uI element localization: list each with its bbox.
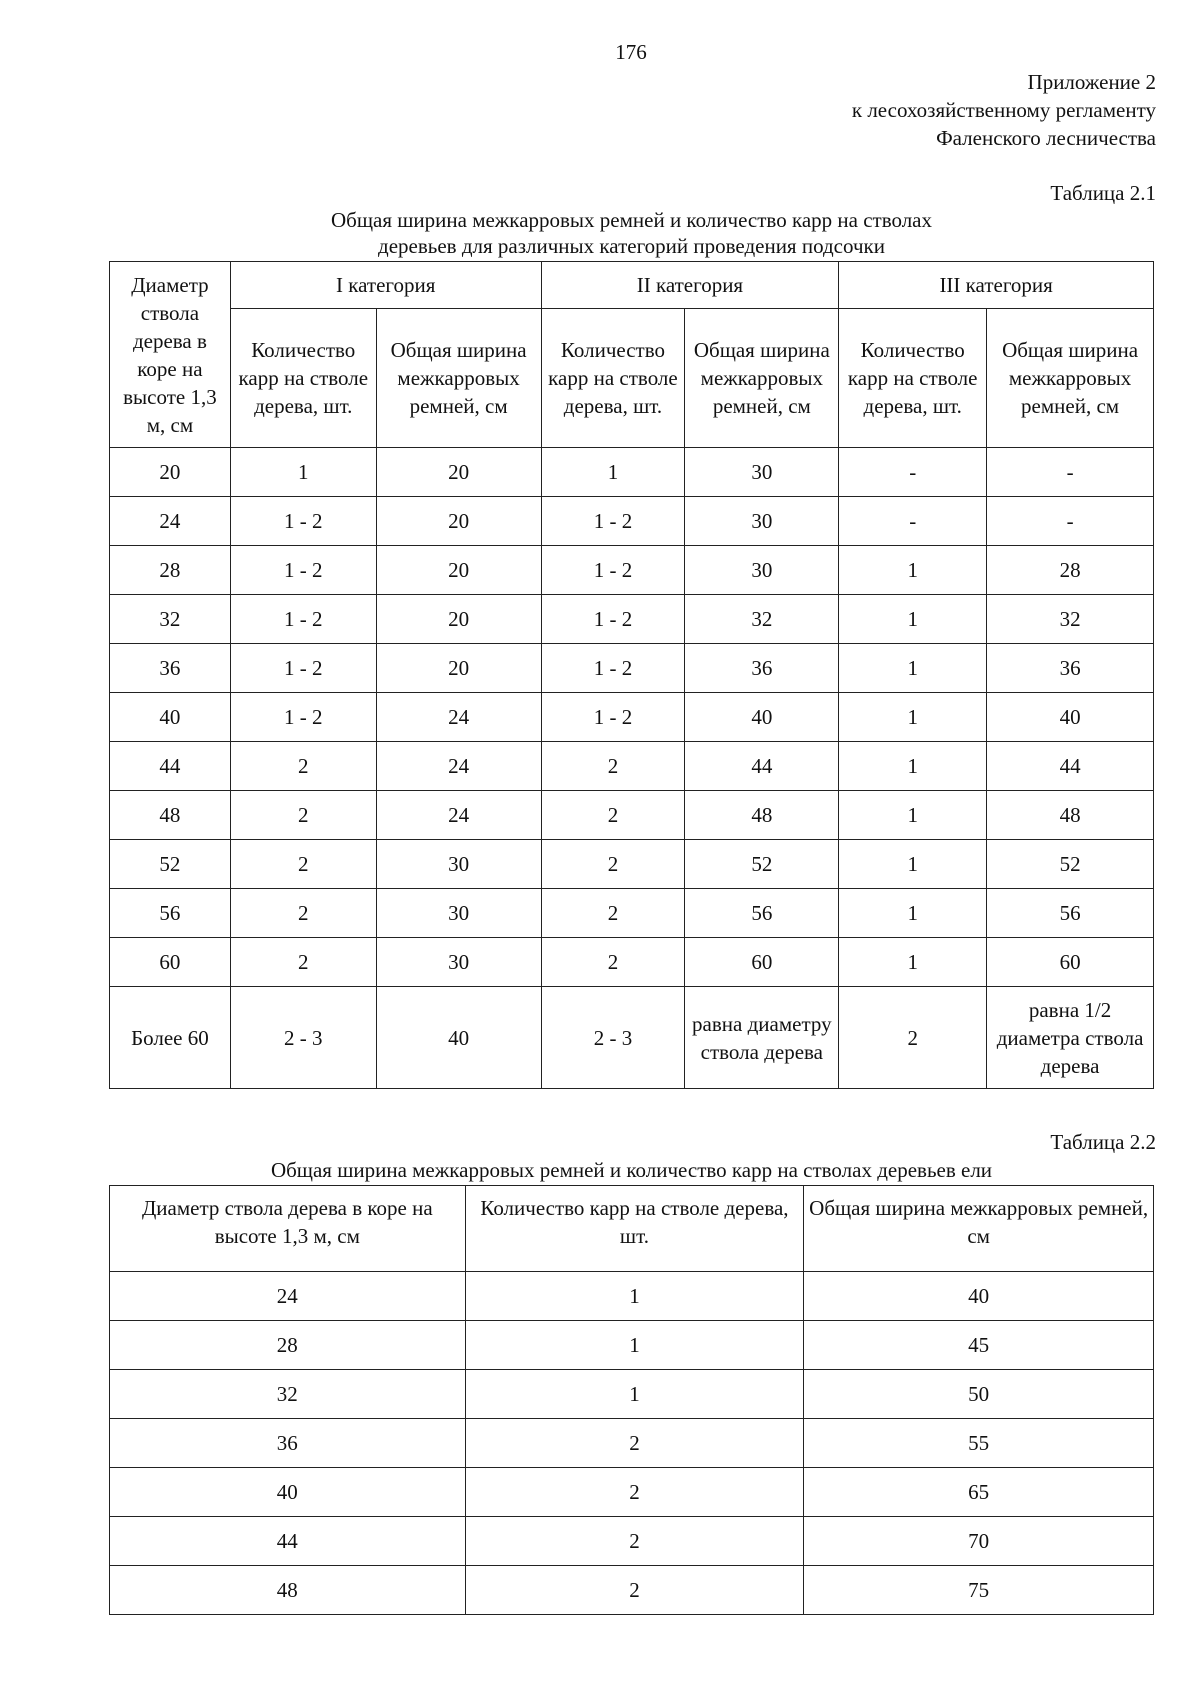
table-cell: 2 — [230, 840, 376, 889]
table-cell: 2 — [230, 742, 376, 791]
table-cell: 1 — [465, 1370, 804, 1419]
table-row — [110, 1566, 1154, 1615]
table-cell: 70 — [804, 1517, 1154, 1566]
table-cell: 1 — [839, 644, 987, 693]
table-1-title-line-1: Общая ширина межкарровых ремней и количество карр на стволах — [330, 208, 932, 232]
table-1-header-category-2: II категория — [541, 262, 839, 309]
table-2-title: Общая ширина межкарровых ремней и количество карр на стволах деревьев ели — [270, 1158, 993, 1182]
table-cell: 1 — [465, 1272, 804, 1321]
table-row — [110, 791, 1154, 840]
appendix-line-1: Приложение 2 — [1027, 70, 1156, 94]
table-cell: 1 — [839, 693, 987, 742]
table-cell: 2 — [541, 742, 685, 791]
table-cell: 1 - 2 — [230, 546, 376, 595]
table-cell: 2 — [465, 1517, 804, 1566]
table-row — [110, 1370, 1154, 1419]
table-cell: 20 — [376, 546, 541, 595]
table-cell: 52 — [110, 840, 231, 889]
table-2-label: Таблица 2.2 — [1050, 1130, 1156, 1154]
table-cell: 40 — [804, 1272, 1154, 1321]
table-row — [110, 448, 1154, 497]
table-cell: - — [987, 448, 1154, 497]
table-cell: 36 — [987, 644, 1154, 693]
table-cell: 1 — [230, 448, 376, 497]
table-cell: 48 — [685, 791, 839, 840]
table-cell: 52 — [987, 840, 1154, 889]
table-cell: 2 — [541, 791, 685, 840]
table-1-header-count: Количество карр на стволе дерева, шт. — [230, 309, 376, 448]
table-row — [110, 546, 1154, 595]
table-cell: 2 - 3 — [230, 987, 376, 1089]
table-cell: 40 — [376, 987, 541, 1089]
table-cell: 44 — [110, 742, 231, 791]
table-cell: 28 — [110, 546, 231, 595]
table-cell: 1 — [839, 742, 987, 791]
table-1-label: Таблица 2.1 — [1050, 181, 1156, 205]
table-cell: равна диаметру ствола дерева — [685, 987, 839, 1089]
table-cell: 1 — [465, 1321, 804, 1370]
table-2-body — [110, 1272, 1154, 1615]
table-cell: 20 — [376, 448, 541, 497]
table-cell: 48 — [110, 1566, 466, 1615]
table-cell: 1 - 2 — [230, 693, 376, 742]
table-cell: 20 — [110, 448, 231, 497]
table-cell: 32 — [685, 595, 839, 644]
table-cell: 1 - 2 — [541, 546, 685, 595]
table-cell: 48 — [987, 791, 1154, 840]
table-cell: 30 — [685, 546, 839, 595]
table-cell: 40 — [987, 693, 1154, 742]
table-1-header-width: Общая ширина межкарровых ремней, см — [987, 309, 1154, 448]
table-cell: 44 — [685, 742, 839, 791]
table-cell: 24 — [376, 693, 541, 742]
table-cell: 2 — [541, 889, 685, 938]
table-cell: 1 — [541, 448, 685, 497]
table-1-header-category-1: I категория — [230, 262, 541, 309]
table-row — [110, 1468, 1154, 1517]
table-cell: 1 - 2 — [230, 644, 376, 693]
table-1-title-line-2: деревьев для различных категорий проведения подсочки — [378, 234, 885, 258]
table-cell: 52 — [685, 840, 839, 889]
table-row — [110, 938, 1154, 987]
table-row — [110, 595, 1154, 644]
table-2 — [109, 1185, 1154, 1615]
table-cell: 56 — [685, 889, 839, 938]
table-cell: 40 — [685, 693, 839, 742]
table-row — [110, 840, 1154, 889]
table-cell: 1 - 2 — [230, 595, 376, 644]
table-cell: 56 — [987, 889, 1154, 938]
table-cell: 1 - 2 — [541, 595, 685, 644]
table-cell: 24 — [110, 1272, 466, 1321]
table-cell: 60 — [987, 938, 1154, 987]
table-cell: равна 1/2 диаметра ствола дерева — [987, 987, 1154, 1089]
table-cell: 20 — [376, 497, 541, 546]
table-cell: 60 — [685, 938, 839, 987]
table-cell: 30 — [376, 938, 541, 987]
table-cell: 75 — [804, 1566, 1154, 1615]
table-2-header-diameter: Диаметр ствола дерева в коре на высоте 1,3 м, см — [110, 1186, 466, 1272]
table-cell: 30 — [685, 497, 839, 546]
table-1-title — [109, 207, 1154, 259]
table-cell: 24 — [110, 497, 231, 546]
table-cell: 32 — [110, 595, 231, 644]
table-cell: - — [839, 448, 987, 497]
table-cell: 2 — [230, 938, 376, 987]
table-cell: 1 - 2 — [541, 497, 685, 546]
table-row — [110, 1517, 1154, 1566]
table-1-header-width: Общая ширина межкарровых ремней, см — [376, 309, 541, 448]
table-cell: 2 — [541, 840, 685, 889]
table-2-header-count: Количество карр на стволе дерева, шт. — [465, 1186, 804, 1272]
table-cell: 24 — [376, 742, 541, 791]
appendix-line-2: к лесохозяйственному регламенту — [851, 98, 1156, 122]
table-2-header-width: Общая ширина межкарровых ремней, см — [804, 1186, 1154, 1272]
table-cell: 2 — [541, 938, 685, 987]
table-cell: 36 — [110, 1419, 466, 1468]
table-cell: 56 — [110, 889, 231, 938]
table-cell: Более 60 — [110, 987, 231, 1089]
table-cell: 20 — [376, 644, 541, 693]
table-cell: 44 — [110, 1517, 466, 1566]
table-cell: 20 — [376, 595, 541, 644]
table-cell: 1 - 2 — [230, 497, 376, 546]
table-cell: 2 — [230, 889, 376, 938]
table-row — [110, 742, 1154, 791]
table-cell: 1 — [839, 595, 987, 644]
appendix-line-3: Фаленского лесничества — [936, 126, 1156, 150]
table-1-header-count: Количество карр на стволе дерева, шт. — [839, 309, 987, 448]
table-cell: 2 — [465, 1468, 804, 1517]
table-cell: 40 — [110, 693, 231, 742]
table-cell: 32 — [987, 595, 1154, 644]
table-row — [110, 497, 1154, 546]
table-cell: 2 — [230, 791, 376, 840]
table-row — [110, 889, 1154, 938]
table-cell: 55 — [804, 1419, 1154, 1468]
table-cell: 36 — [110, 644, 231, 693]
table-cell: 2 — [465, 1566, 804, 1615]
table-1-header-category-3: III категория — [839, 262, 1154, 309]
table-cell: 2 — [465, 1419, 804, 1468]
table-cell: 2 - 3 — [541, 987, 685, 1089]
table-cell: 1 - 2 — [541, 644, 685, 693]
table-1-header-width: Общая ширина межкарровых ремней, см — [685, 309, 839, 448]
table-cell: 24 — [376, 791, 541, 840]
table-cell: 50 — [804, 1370, 1154, 1419]
table-cell: 1 — [839, 889, 987, 938]
table-row — [110, 1272, 1154, 1321]
table-row — [110, 693, 1154, 742]
table-row — [110, 1419, 1154, 1468]
table-cell: 28 — [110, 1321, 466, 1370]
table-cell: - — [839, 497, 987, 546]
table-1-header-count: Количество карр на стволе дерева, шт. — [541, 309, 685, 448]
table-cell: 1 — [839, 840, 987, 889]
table-1 — [109, 261, 1154, 1089]
table-cell: 1 — [839, 546, 987, 595]
table-row — [110, 1321, 1154, 1370]
table-cell: 36 — [685, 644, 839, 693]
table-cell: 1 — [839, 938, 987, 987]
table-row — [110, 987, 1154, 1089]
table-cell: 40 — [110, 1468, 466, 1517]
table-cell: 1 — [839, 791, 987, 840]
appendix-note — [852, 68, 1156, 152]
table-cell: 28 — [987, 546, 1154, 595]
table-cell: 60 — [110, 938, 231, 987]
table-cell: 30 — [685, 448, 839, 497]
table-cell: 48 — [110, 791, 231, 840]
table-1-body — [110, 448, 1154, 1089]
table-cell: 30 — [376, 889, 541, 938]
table-cell: 44 — [987, 742, 1154, 791]
table-1-header-diameter: Диаметр ствола дерева в коре на высоте 1,3 м, см — [110, 262, 231, 448]
page-number: 176 — [615, 40, 647, 64]
table-row — [110, 644, 1154, 693]
table-cell: 65 — [804, 1468, 1154, 1517]
table-cell: 2 — [839, 987, 987, 1089]
table-cell: 1 - 2 — [541, 693, 685, 742]
table-cell: 45 — [804, 1321, 1154, 1370]
table-cell: 32 — [110, 1370, 466, 1419]
table-cell: 30 — [376, 840, 541, 889]
table-cell: - — [987, 497, 1154, 546]
